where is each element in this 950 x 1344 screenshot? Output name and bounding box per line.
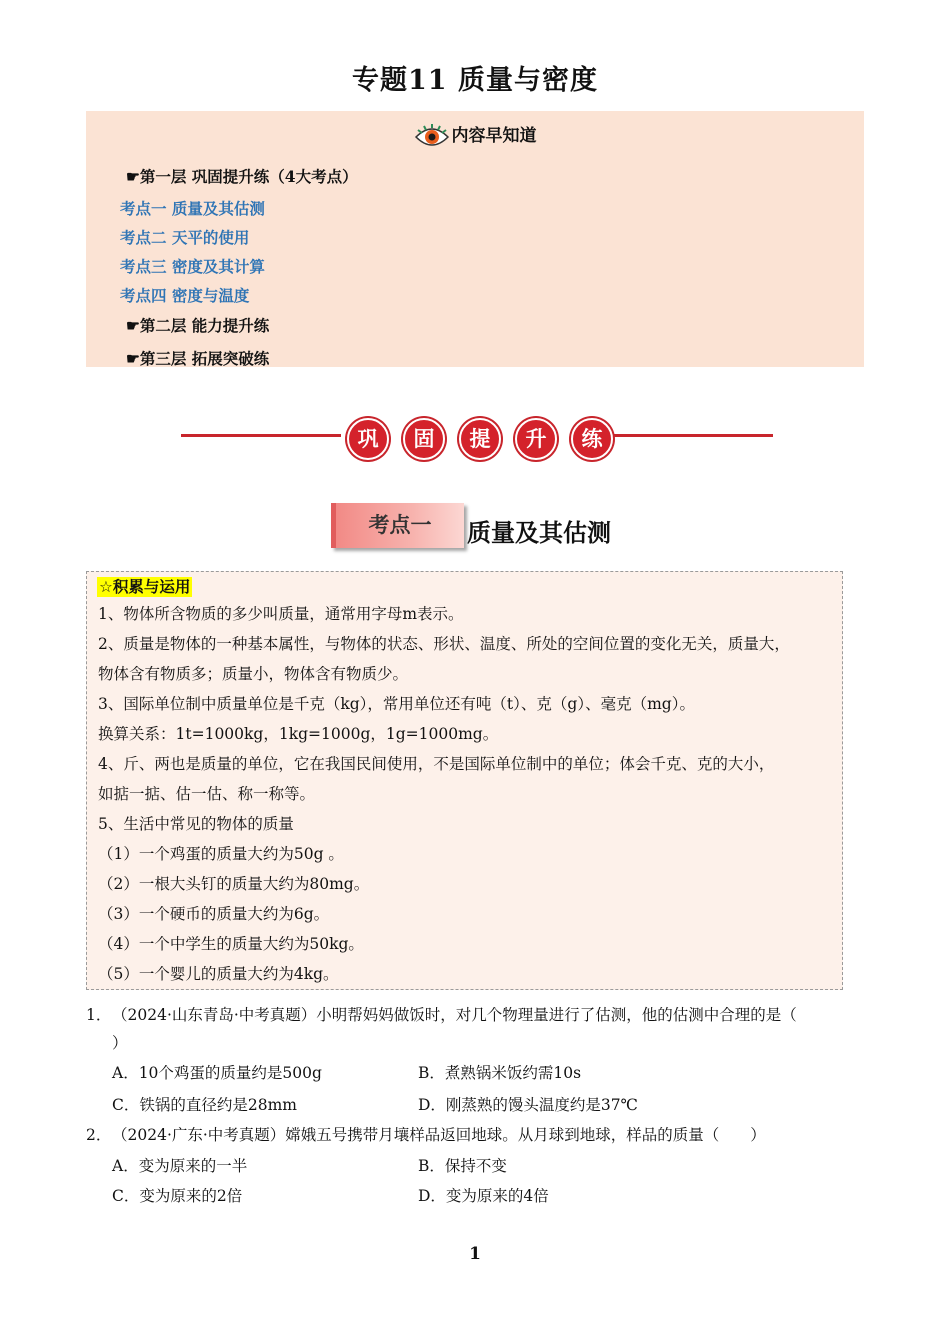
page-title: 专题11 质量与密度 bbox=[352, 65, 598, 96]
knowledge-line: 5、生活中常见的物体的质量 bbox=[98, 815, 294, 833]
knowledge-line: （1）一个鸡蛋的质量大约为50g 。 bbox=[98, 845, 344, 863]
toc-heading-text: 内容早知道 bbox=[451, 126, 537, 146]
option-d[interactable]: D．刚蒸熟的馒头温度约是37℃ bbox=[418, 1096, 638, 1114]
knowledge-line: 4、斤、两也是质量的单位，它在我国民间使用，不是国际单位制中的单位；体会千克、克的大小， bbox=[98, 755, 775, 773]
toc-kp-3[interactable]: 考点三 密度及其计算 bbox=[120, 257, 265, 276]
banner-line-left bbox=[181, 434, 341, 437]
knowledge-line: 换算关系：1t=1000kg，1kg=1000g，1g=1000mg。 bbox=[98, 725, 499, 743]
toc-kp-2[interactable]: 考点二 天平的使用 bbox=[120, 228, 250, 247]
question-stem: （2024·山东青岛·中考真题）小明帮妈妈做饭时，对几个物理量进行了估测，他的估测中合理的是（ bbox=[112, 1006, 797, 1024]
toc-kp-1[interactable]: 考点一 质量及其估测 bbox=[120, 199, 265, 218]
toc-layer-1[interactable]: ☛第一层 巩固提升练（4大考点） bbox=[126, 167, 358, 186]
toc-kp-4[interactable]: 考点四 密度与温度 bbox=[120, 286, 250, 305]
option-a[interactable]: A．10个鸡蛋的质量约是500g bbox=[112, 1064, 322, 1082]
eye-icon bbox=[414, 124, 450, 150]
option-a[interactable]: A．变为原来的一半 bbox=[112, 1157, 248, 1175]
banner-char-4: 升 bbox=[515, 418, 557, 460]
option-c[interactable]: C．铁锅的直径约是28mm bbox=[112, 1096, 297, 1114]
banner-char-3: 提 bbox=[459, 418, 501, 460]
question-number: 1． bbox=[86, 1006, 112, 1024]
knowledge-line: 1、物体所含物质的多少叫质量，通常用字母m表示。 bbox=[98, 605, 464, 623]
option-c[interactable]: C．变为原来的2倍 bbox=[112, 1187, 243, 1205]
knowledge-heading: ☆积累与运用 bbox=[99, 578, 191, 596]
page-number: 1 bbox=[469, 1244, 481, 1264]
section-title: 质量及其估测 bbox=[467, 518, 611, 547]
option-b[interactable]: B．煮熟锅米饭约需10s bbox=[418, 1064, 582, 1082]
knowledge-line: 3、国际单位制中质量单位是千克（kg），常用单位还有吨（t）、克（g）、毫克（mg）。 bbox=[98, 695, 695, 713]
knowledge-line: （4）一个中学生的质量大约为50kg。 bbox=[98, 935, 364, 953]
knowledge-line: （5）一个婴儿的质量大约为4kg。 bbox=[98, 965, 339, 983]
toc-box bbox=[86, 111, 864, 367]
knowledge-line: （2）一根大头钉的质量大约为80mg。 bbox=[98, 875, 370, 893]
knowledge-line: （3）一个硬币的质量大约为6g。 bbox=[98, 905, 330, 923]
banner-line-right bbox=[608, 434, 773, 437]
option-d[interactable]: D．变为原来的4倍 bbox=[418, 1187, 549, 1205]
toc-layer-3[interactable]: ☛第三层 拓展突破练 bbox=[126, 349, 270, 368]
banner-char-5: 练 bbox=[571, 418, 613, 460]
section-tag: 考点一 bbox=[331, 503, 464, 548]
question-number: 2． bbox=[86, 1126, 112, 1144]
question-stem-cont: ） bbox=[112, 1034, 128, 1052]
knowledge-line: 物体含有物质多；质量小，物体含有物质少。 bbox=[98, 665, 409, 683]
option-b[interactable]: B．保持不变 bbox=[418, 1157, 507, 1175]
banner-char-1: 巩 bbox=[347, 418, 389, 460]
banner-char-2: 固 bbox=[403, 418, 445, 460]
knowledge-line: 如掂一掂、估一估、称一称等。 bbox=[98, 785, 316, 803]
toc-layer-2[interactable]: ☛第二层 能力提升练 bbox=[126, 316, 270, 335]
question-stem: （2024·广东·中考真题）嫦娥五号携带月壤样品返回地球。从月球到地球，样品的质量（ ） bbox=[112, 1126, 766, 1144]
toc-heading bbox=[86, 121, 864, 150]
knowledge-line: 2、质量是物体的一种基本属性，与物体的状态、形状、温度、所处的空间位置的变化无关，质量大， bbox=[98, 635, 790, 653]
